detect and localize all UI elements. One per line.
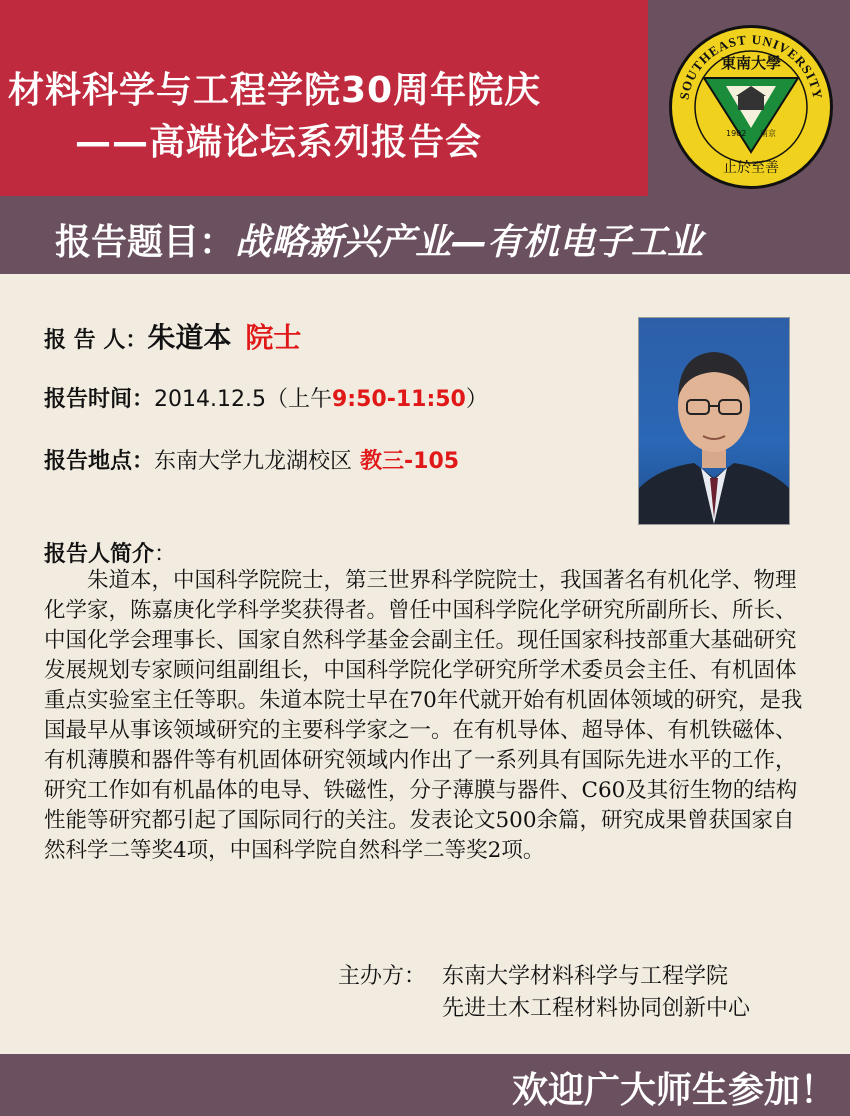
location-label: 报告地点： bbox=[44, 449, 155, 474]
intro-colon: ： bbox=[154, 542, 177, 567]
time-close: ） bbox=[465, 387, 488, 412]
speaker-name: 朱道本 bbox=[147, 321, 232, 354]
organizer-line1: 东南大学材料科学与工程学院 bbox=[442, 964, 729, 989]
logo-ring-text: SOUTHEAST UNIVERSITY bbox=[676, 31, 826, 101]
time-label: 报告时间： bbox=[44, 387, 155, 412]
topic-value: 战略新兴产业—有机电子工业 bbox=[235, 222, 704, 263]
report-topic bbox=[55, 214, 835, 265]
topic-label: 报告题目： bbox=[55, 222, 236, 263]
event-subtitle: ——高端论坛系列报告会 bbox=[75, 122, 483, 163]
organizer-line2: 先进土木工程材料协同创新中心 bbox=[442, 996, 751, 1021]
time-row bbox=[44, 382, 488, 413]
location-campus: 东南大学九龙湖校区 bbox=[154, 449, 353, 474]
logo-motto: 止於至善 bbox=[723, 160, 779, 176]
time-date: 2014.12.5（上午 bbox=[154, 387, 332, 412]
speaker-label: 报 告 人： bbox=[44, 328, 148, 353]
logo-city: 南京 bbox=[760, 129, 776, 138]
location-row bbox=[44, 444, 459, 475]
speaker-row bbox=[44, 316, 301, 356]
speaker-photo bbox=[638, 317, 790, 525]
organizer-label: 主办方： bbox=[338, 964, 427, 989]
university-logo bbox=[668, 24, 834, 190]
speaker-biography: 朱道本，中国科学院院士，第三世界科学院院士，我国著名有机化学、物理化学家，陈嘉庚化学科学奖获得者。曾任中国科学院化学研究所副所长、所长、中国化学会理事长、国家自然科学基金会副主任。现任国家科技部重大基础研究发展规划专家顾问组副组长，中国科学院化学研究所学术委员会主任、有机固体重点实验室主任等职。朱道本院士早在70年代就开始有机固体领域的研究，是我国最早从事该领域研究的主要科学家之一。在有机导体、超导体、有机铁磁体、有机薄膜和器件等有机固体研究领域内作出了一系列具有国际先进水平的工作，研究工作如有机晶体的电导、铁磁性，分子薄膜与器件、C60及其衍生物的结构性能等研究都引起了国际同行的关注。发表论文500余篇，研究成果曾获国家自然科学二等奖4项，中国科学院自然科学二等奖2项。 bbox=[44, 568, 803, 863]
welcome-message: 欢迎广大师生参加！ bbox=[511, 1070, 836, 1111]
time-range: 9:50-11:50 bbox=[331, 387, 466, 412]
location-room: 教三-105 bbox=[360, 449, 460, 474]
intro-label: 报告人简介 bbox=[44, 542, 155, 567]
intro-heading bbox=[44, 537, 176, 568]
logo-chinese-name: 東南大學 bbox=[720, 54, 782, 72]
event-title: 材料科学与工程学院30周年院庆 bbox=[8, 70, 542, 111]
speaker-title: 院士 bbox=[245, 321, 302, 354]
logo-year: 1902 bbox=[726, 129, 747, 138]
